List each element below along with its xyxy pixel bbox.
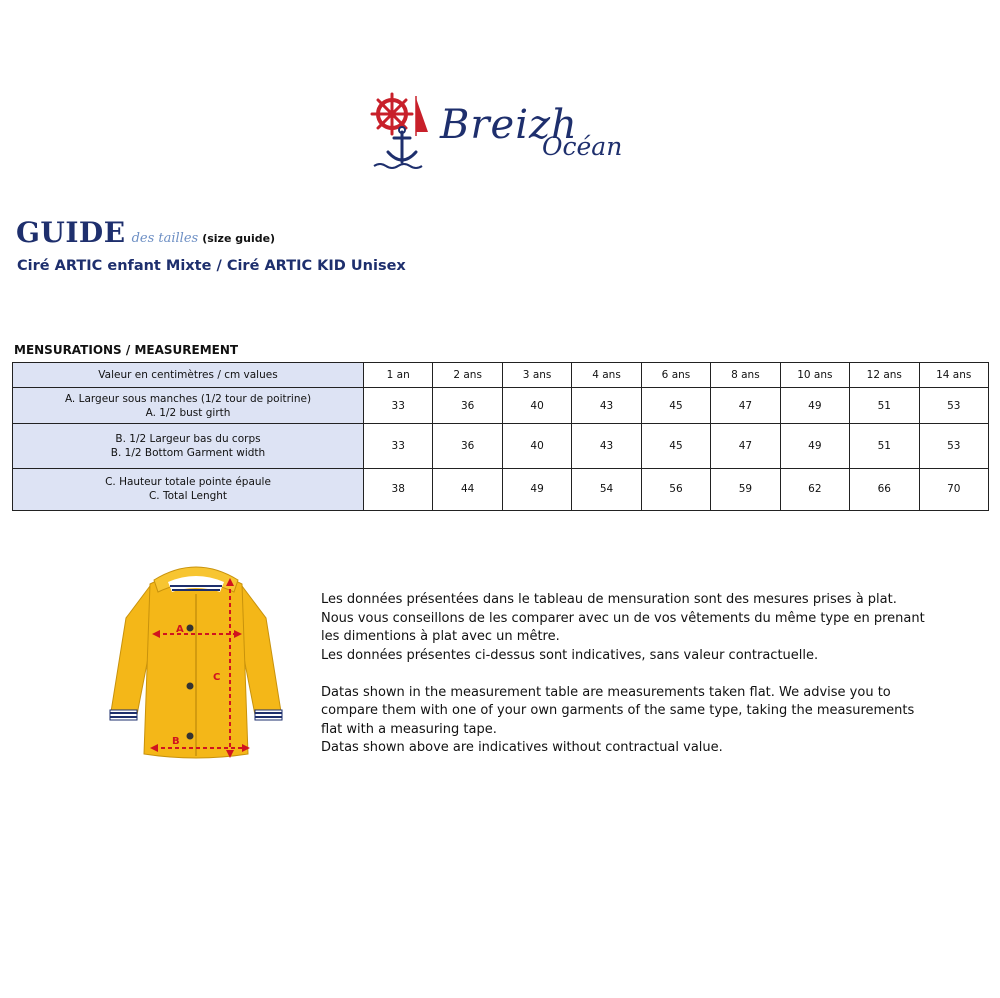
note-en-line: Datas shown above are indicatives without contractual value. (321, 740, 723, 755)
measure-label-b: B (172, 736, 180, 747)
value-cell: 51 (850, 388, 919, 424)
value-cell: 45 (641, 388, 710, 424)
row-label-en: C. Total Lenght (148, 490, 228, 503)
size-header-cell: 6 ans (641, 363, 710, 388)
value-cell: 43 (572, 424, 641, 468)
value-cell: 33 (364, 424, 433, 468)
value-cell: 44 (433, 468, 502, 510)
measurement-label: MENSURATIONS / MEASUREMENT (14, 343, 239, 357)
value-cell: 49 (780, 388, 849, 424)
notes-spacer (321, 665, 921, 684)
measure-label-a: A (176, 624, 184, 635)
notes-block (321, 591, 925, 758)
size-table (12, 362, 989, 511)
guide-subtitle: des tailles (131, 231, 199, 246)
size-header-cell: 14 ans (919, 363, 989, 388)
value-cell: 49 (780, 424, 849, 468)
value-cell: 40 (502, 388, 571, 424)
note-fr-line: Nous vous conseillons de les comparer avec un de vos vêtements du même type en prenant (321, 610, 925, 626)
value-cell: 47 (711, 424, 780, 468)
value-cell: 59 (711, 468, 780, 510)
table-row (13, 388, 989, 424)
value-cell: 40 (502, 424, 571, 468)
note-fr-line: Les données présentées dans le tableau de mensuration sont des mesures prises à plat. (321, 592, 897, 607)
size-header-cell: 8 ans (711, 363, 780, 388)
row-label-cell (13, 468, 364, 510)
note-fr-line: Les données présentes ci-dessus sont indicatives, sans valeur contractuelle. (321, 647, 819, 663)
table-row (13, 424, 989, 468)
size-header-cell: 10 ans (780, 363, 849, 388)
size-header-cell: 3 ans (502, 363, 571, 388)
brand-sub: Océan (542, 132, 623, 161)
row-label-cell (13, 388, 364, 424)
product-title: Ciré ARTIC enfant Mixte / Ciré ARTIC KID Unisex (17, 258, 406, 274)
value-cell: 66 (850, 468, 919, 510)
brand-logo (366, 92, 656, 182)
guide-heading (16, 216, 275, 252)
row-label-cell (13, 424, 364, 468)
row-label-fr: C. Hauteur totale pointe épaule (105, 476, 271, 489)
row-label-en: B. 1/2 Bottom Garment width (110, 447, 266, 460)
guide-title: GUIDE (16, 216, 126, 249)
value-cell: 49 (502, 468, 571, 510)
value-cell: 53 (919, 388, 989, 424)
ship-wheel-anchor-icon (366, 92, 436, 172)
brand-name: Breizh (440, 102, 578, 148)
value-cell: 36 (433, 388, 502, 424)
value-cell: 43 (572, 388, 641, 424)
note-fr-line: les dimentions à plat avec un mêtre. (321, 629, 560, 644)
value-cell: 45 (641, 424, 710, 468)
table-header-row (13, 363, 989, 388)
table-row (13, 468, 989, 510)
raincoat-illustration (106, 558, 286, 763)
measure-label-c: C (213, 672, 221, 683)
value-cell: 56 (641, 468, 710, 510)
value-cell: 54 (572, 468, 641, 510)
note-en-line: compare them with one of your own garments of the same type, taking the measurements (321, 703, 915, 718)
value-cell: 51 (850, 424, 919, 468)
row-label-fr: B. 1/2 Largeur bas du corps (115, 433, 261, 446)
row-label-fr: A. Largeur sous manches (1/2 tour de poitrine) (64, 392, 312, 405)
size-header-cell: 1 an (364, 363, 433, 388)
row-label-en: A. 1/2 bust girth (145, 406, 231, 419)
size-header-cell: 12 ans (850, 363, 919, 388)
size-header-cell: 2 ans (433, 363, 502, 388)
note-en-line: Datas shown in the measurement table are measurements taken flat. We advise you to (321, 684, 891, 700)
value-cell: 38 (364, 468, 433, 510)
value-cell: 36 (433, 424, 502, 468)
value-cell: 62 (780, 468, 849, 510)
value-cell: 70 (919, 468, 989, 510)
guide-english: (size guide) (202, 232, 276, 245)
value-cell: 53 (919, 424, 989, 468)
size-header-cell: 4 ans (572, 363, 641, 388)
note-en-line: flat with a measuring tape. (321, 721, 497, 737)
header-label-cell: Valeur en centimètres / cm values (13, 363, 364, 388)
value-cell: 47 (711, 388, 780, 424)
value-cell: 33 (364, 388, 433, 424)
